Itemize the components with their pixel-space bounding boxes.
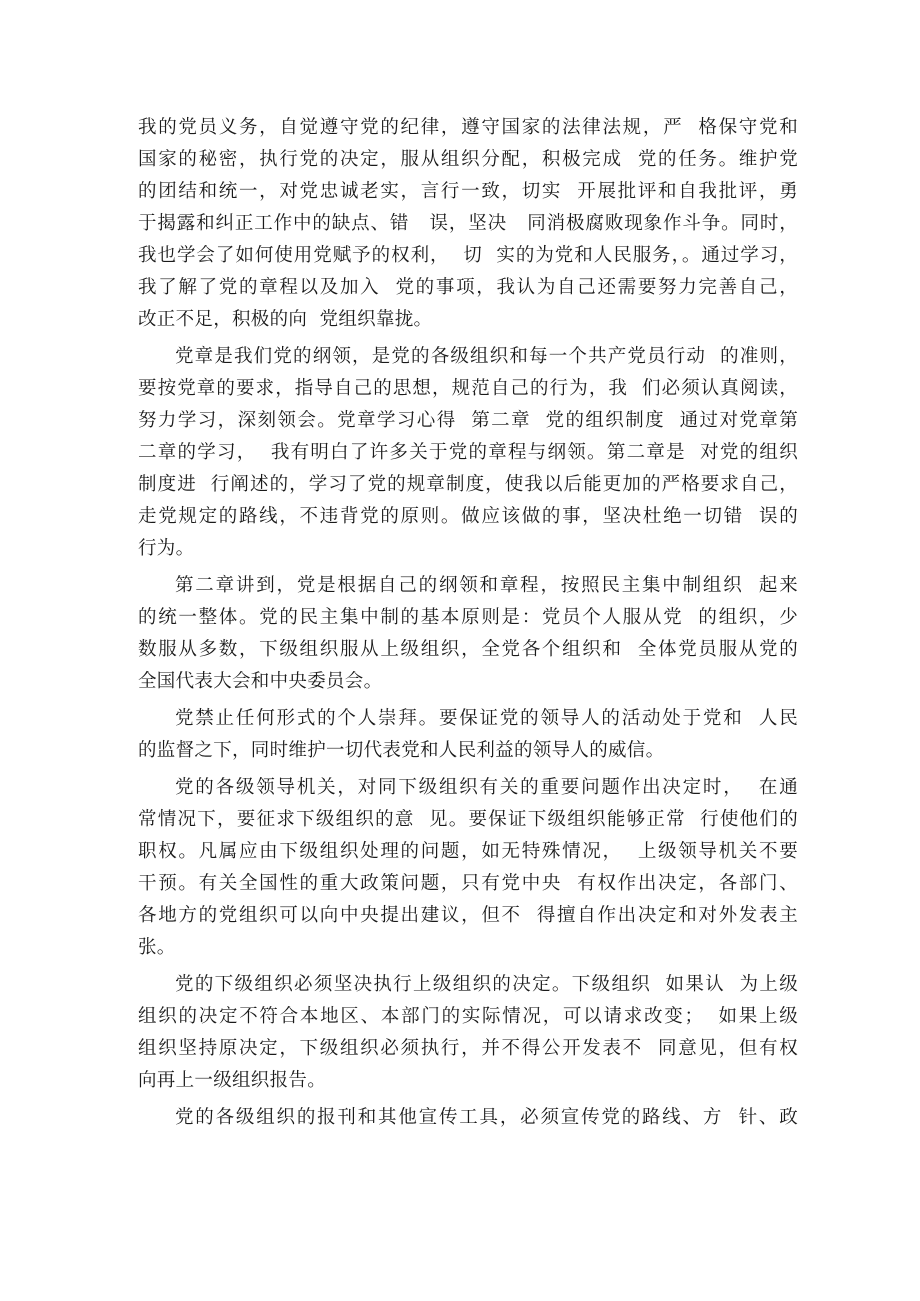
text-line: 党的各级领导机关，对同下级组织有关的重要问题作出决定时， 在通 (175, 777, 798, 798)
text-line: 国家的秘密，执行党的决定，服从组织分配，积极完成 党的任务。维护党 (138, 149, 798, 170)
text-line: 向再上一级组织报告。 (138, 1070, 327, 1091)
text-line: 的监督之下，同时维护一切代表党和人民利益的领导人的威信。 (138, 740, 665, 761)
paragraph-p7 (138, 1102, 798, 1134)
text-line: 改正不足，积极的向 党组织靠拢。 (138, 309, 433, 330)
paragraph-p1 (138, 112, 798, 336)
text-line: 走党规定的路线，不违背党的原则。做应该做的事，坚决杜绝一切错 误的 (138, 506, 798, 527)
text-line: 的团结和统一，对党忠诚老实，言行一致，切实 开展批评和自我批评，勇 (138, 181, 798, 202)
text-line: 各地方的党组织可以向中央提出建议，但不 得擅自作出决定和对外发表主 (138, 905, 798, 926)
text-line: 的统一整体。党的民主集中制的基本原则是：党员个人服从党 的组织，少 (138, 607, 798, 628)
text-line: 组织的决定不符合本地区、本部门的实际情况，可以请求改变； 如果上级 (138, 1006, 798, 1027)
text-line: 全国代表大会和中央委员会。 (138, 671, 383, 692)
paragraph-p3 (138, 570, 798, 698)
text-line: 第二章讲到，党是根据自己的纲领和章程，按照民主集中制组织 起来 (175, 575, 798, 596)
text-line: 努力学习，深刻领会。党章学习心得 第二章 党的组织制度 通过对党章第 (138, 410, 798, 431)
text-line: 要按党章的要求，指导自己的思想，规范自己的行为，我 们必须认真阅读， (138, 378, 798, 399)
text-line: 常情况下，要征求下级组织的意 见。要保证下级组织能够正常 行使他们的 (138, 809, 798, 830)
text-line: 干预。有关全国性的重大政策问题，只有党中央 有权作出决定，各部门、 (138, 873, 798, 894)
document-body (138, 112, 798, 1139)
paragraph-p5 (138, 772, 798, 964)
text-line: 党章是我们党的纲领，是党的各级组织和每一个共产党员行动 的准则， (175, 346, 798, 367)
text-line: 我了解了党的章程以及加入 党的事项，我认为自己还需要努力完善自己， (138, 277, 798, 298)
text-line: 党禁止任何形式的个人崇拜。要保证党的领导人的活动处于党和 人民 (175, 708, 798, 729)
paragraph-p2 (138, 341, 798, 565)
text-line: 张。 (138, 937, 176, 958)
text-line: 制度进 行阐述的，学习了党的规章制度，使我以后能更加的严格要求自己， (138, 474, 798, 495)
text-line: 党的各级组织的报刊和其他宣传工具，必须宣传党的路线、方 针、政 (175, 1107, 798, 1128)
text-line: 我的党员义务，自觉遵守党的纪律，遵守国家的法律法规，严 格保守党和 (138, 117, 798, 138)
text-line: 党的下级组织必须坚决执行上级组织的决定。下级组织 如果认 为上级 (175, 974, 798, 995)
text-line: 二章的学习， 我有明白了许多关于党的章程与纲领。第二章是 对党的组织 (138, 442, 798, 463)
text-line: 行为。 (138, 538, 195, 559)
paragraph-p4 (138, 703, 798, 767)
text-line: 于揭露和纠正工作中的缺点、错 误，坚决 同消极腐败现象作斗争。同时， (138, 213, 798, 234)
text-line: 组织坚持原决定，下级组织必须执行，并不得公开发表不 同意见，但有权 (138, 1038, 798, 1059)
text-line: 我也学会了如何使用党赋予的权利， 切 实的为党和人民服务，。通过学习， (138, 245, 798, 266)
paragraph-p6 (138, 969, 798, 1097)
text-line: 职权。凡属应由下级组织处理的问题，如无特殊情况， 上级领导机关不要 (138, 841, 798, 862)
text-line: 数服从多数，下级组织服从上级组织，全党各个组织和 全体党员服从党的 (138, 639, 798, 660)
